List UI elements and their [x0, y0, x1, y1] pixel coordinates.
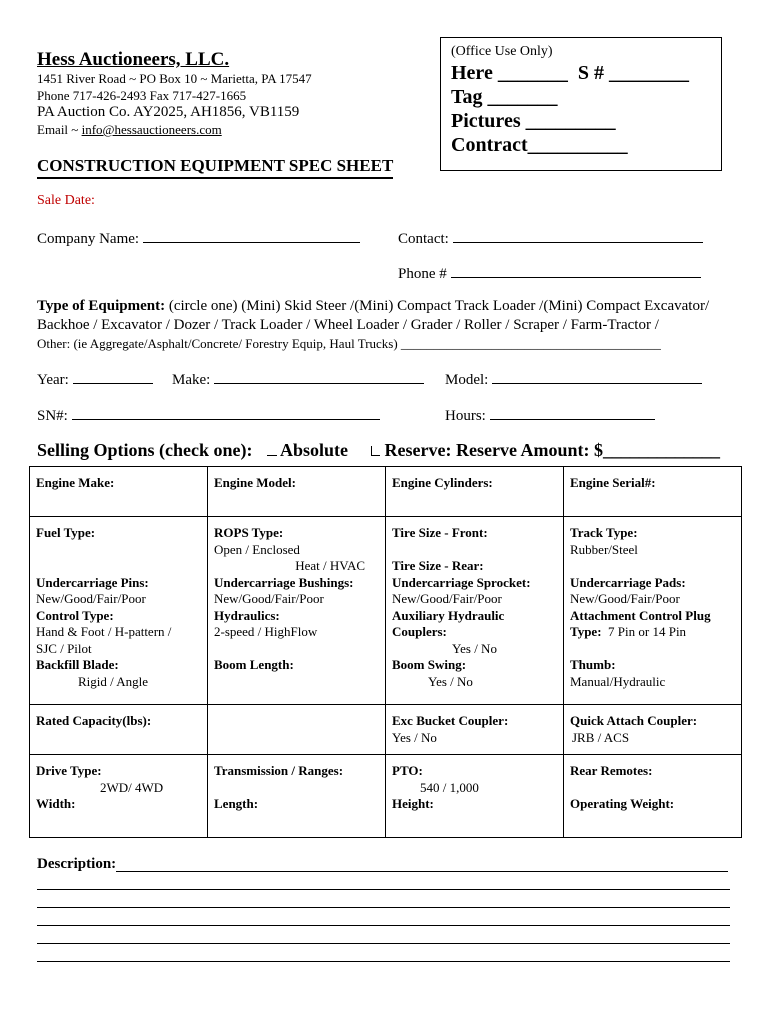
spec-table [29, 466, 742, 838]
engine-cylinders-cell[interactable]: Engine Cylinders: [386, 467, 564, 517]
engine-model-cell[interactable]: Engine Model: [208, 467, 386, 517]
model-field[interactable]: Model: [445, 369, 702, 389]
office-use-caption: (Office Use Only) [451, 44, 553, 59]
table-row [30, 517, 742, 705]
office-tag-line[interactable]: Tag _______ [451, 86, 558, 108]
equipment-type-line2: Backhoe / Excavator / Dozer / Track Loader / Wheel Loader / Grader / Roller / Scraper / Farm-Tractor / [37, 317, 659, 333]
absolute-checkbox[interactable] [267, 446, 277, 456]
company-address: 1451 River Road ~ PO Box 10 ~ Marietta, PA 17547 [37, 71, 312, 86]
page-title: CONSTRUCTION EQUIPMENT SPEC SHEET [37, 156, 393, 179]
hours-field[interactable]: Hours: [445, 405, 655, 425]
reserve-label[interactable]: Reserve: Reserve Amount: $_____________ [384, 440, 720, 460]
company-name-field[interactable]: Company Name: [37, 228, 360, 248]
make-field[interactable]: Make: [172, 369, 424, 389]
contact-field[interactable]: Contact: [398, 228, 703, 248]
engine-serial-cell[interactable]: Engine Serial#: [564, 467, 742, 517]
description-line[interactable] [37, 907, 730, 908]
license-numbers: PA Auction Co. AY2025, AH1856, VB1159 [37, 104, 300, 120]
office-contract-line[interactable]: Contract__________ [451, 134, 628, 156]
email-link[interactable]: info@hessauctioneers.com [81, 122, 222, 137]
company-phone-fax: Phone 717-426-2493 Fax 717-427-1665 [37, 88, 247, 103]
sn-field[interactable]: SN#: [37, 405, 380, 425]
engine-make-cell[interactable]: Engine Make: [30, 467, 208, 517]
office-pictures-line[interactable]: Pictures _________ [451, 110, 616, 132]
rear-remotes-cell[interactable]: Rear Remotes: Operating Weight: [564, 755, 742, 838]
equipment-type-line1: Type of Equipment: (circle one) (Mini) Skid Steer /(Mini) Compact Track Loader /(Mini) Compact Excavator/ [37, 298, 710, 314]
exc-bucket-coupler-cell[interactable]: Exc Bucket Coupler: Yes / No [386, 705, 564, 755]
reserve-checkbox[interactable] [371, 446, 380, 456]
year-field[interactable]: Year: [37, 369, 153, 389]
transmission-cell[interactable]: Transmission / Ranges: Length: [208, 755, 386, 838]
table-row [30, 755, 742, 838]
office-snum: S # ________ [577, 62, 689, 84]
email-line: Email ~ info@hessauctioneers.com [37, 122, 222, 137]
rated-capacity-cell[interactable]: Rated Capacity(lbs): [30, 705, 208, 755]
selling-options-label: Selling Options (check one): [37, 440, 253, 460]
phone-field[interactable]: Phone # [398, 263, 701, 283]
description-label: Description: [37, 856, 117, 872]
company-name: Hess Auctioneers, LLC. [37, 49, 230, 70]
office-use-box [440, 37, 722, 171]
rops-type-cell[interactable]: ROPS Type: Open / Enclosed Heat / HVAC Undercarriage Bushings: New/Good/Fair/Poor Hydraulics: 2-speed / HighFlow Boom Length: [208, 517, 386, 705]
equipment-type-other[interactable]: Other: (ie Aggregate/Asphalt/Concrete/ Forestry Equip, Haul Trucks) ________________________________________ [37, 336, 661, 351]
fuel-type-cell[interactable]: Fuel Type: Undercarriage Pins: New/Good/Fair/Poor Control Type: Hand & Foot / H-pattern / SJC / Pilot Backfill Blade: Rigid / Angle [30, 517, 208, 705]
description-line[interactable] [37, 925, 730, 926]
table-row [30, 705, 742, 755]
track-type-cell[interactable]: Track Type: Rubber/Steel Undercarriage Pads: New/Good/Fair/Poor Attachment Control Plug Type: 7 Pin or 14 Pin Thumb: Manual/Hydraulic [564, 517, 742, 705]
sale-date-label: Sale Date: [37, 193, 95, 208]
empty-cell[interactable] [208, 705, 386, 755]
description-line[interactable] [37, 889, 730, 890]
quick-attach-coupler-cell[interactable]: Quick Attach Coupler: JRB / ACS [564, 705, 742, 755]
tire-size-cell[interactable]: Tire Size - Front: Tire Size - Rear: Undercarriage Sprocket: New/Good/Fair/Poor Auxiliary Hydraulic Couplers: Yes / No Boom Swing: Yes / No [386, 517, 564, 705]
description-line[interactable] [37, 943, 730, 944]
description-line[interactable] [37, 961, 730, 962]
drive-type-cell[interactable]: Drive Type: 2WD/ 4WD Width: [30, 755, 208, 838]
description-line[interactable] [116, 871, 728, 872]
pto-cell[interactable]: PTO: 540 / 1,000 Height: [386, 755, 564, 838]
table-row [30, 467, 742, 517]
selling-options [37, 440, 720, 461]
office-here-line[interactable]: Here _______ S # ________ [451, 62, 689, 84]
absolute-label: Absolute [280, 440, 349, 460]
